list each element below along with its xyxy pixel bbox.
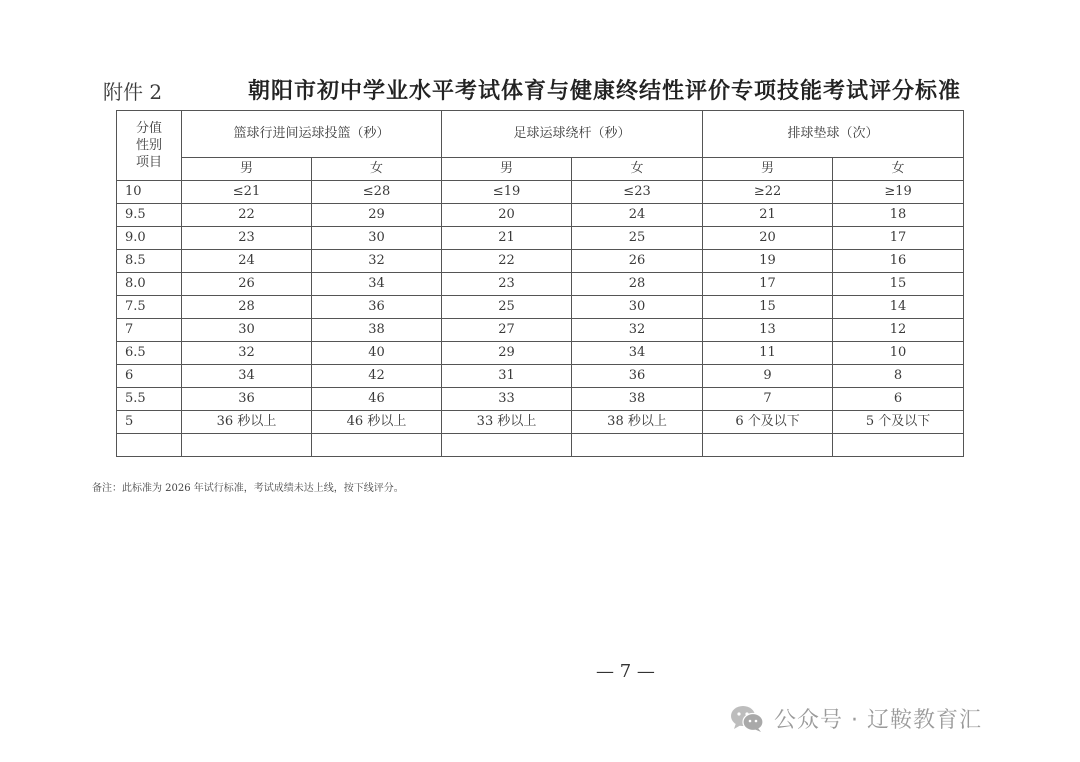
value-cell: 30 [182, 319, 312, 342]
value-cell: 46 秒以上 [312, 411, 442, 434]
value-cell: 26 [572, 250, 703, 273]
gender-header: 男 [442, 158, 572, 181]
value-cell [833, 434, 964, 457]
footnote: 备注：此标准为 2026 年试行标准，考试成绩未达上线，按下线评分。 [92, 483, 404, 494]
value-cell: 28 [572, 273, 703, 296]
value-cell: 23 [442, 273, 572, 296]
value-cell: 10 [833, 342, 964, 365]
gender-header: 女 [833, 158, 964, 181]
event-volleyball-header: 排球垫球（次） [703, 111, 964, 158]
score-cell: 6 [117, 365, 182, 388]
value-cell: 8 [833, 365, 964, 388]
attachment-label: 附件 2 [103, 80, 163, 104]
header-row-gender [117, 158, 964, 181]
value-cell: 38 秒以上 [572, 411, 703, 434]
value-cell: ≤21 [182, 181, 312, 204]
table-row [117, 181, 964, 204]
corner-line-score: 分值 [135, 121, 162, 136]
value-cell: 34 [182, 365, 312, 388]
value-cell [312, 434, 442, 457]
table-row [117, 273, 964, 296]
value-cell: 34 [572, 342, 703, 365]
page-title: 朝阳市初中学业水平考试体育与健康终结性评价专项技能考试评分标准 [248, 79, 962, 104]
value-cell: 11 [703, 342, 833, 365]
header-row-events [117, 111, 964, 158]
score-cell: 9.0 [117, 227, 182, 250]
value-cell: 36 [182, 388, 312, 411]
value-cell: 24 [182, 250, 312, 273]
value-cell: 7 [703, 388, 833, 411]
page-number: — 7 — [596, 661, 655, 682]
gender-header: 女 [572, 158, 703, 181]
value-cell: 32 [182, 342, 312, 365]
value-cell: 20 [442, 204, 572, 227]
value-cell: 5 个及以下 [833, 411, 964, 434]
score-cell: 7.5 [117, 296, 182, 319]
event-football-header: 足球运球绕杆（秒） [442, 111, 703, 158]
value-cell: ≤28 [312, 181, 442, 204]
score-cell: 5.5 [117, 388, 182, 411]
value-cell: 40 [312, 342, 442, 365]
value-cell: 25 [442, 296, 572, 319]
watermark [730, 703, 982, 734]
value-cell: 9 [703, 365, 833, 388]
value-cell: 33 [442, 388, 572, 411]
value-cell: 6 [833, 388, 964, 411]
scoring-table [116, 110, 964, 457]
gender-header: 女 [312, 158, 442, 181]
value-cell: ≥19 [833, 181, 964, 204]
value-cell: 29 [312, 204, 442, 227]
value-cell: 36 [572, 365, 703, 388]
table-row [117, 434, 964, 457]
corner-line-item: 项目 [135, 155, 162, 170]
event-basketball-header: 篮球行进间运球投篮（秒） [182, 111, 442, 158]
table-row [117, 227, 964, 250]
value-cell [703, 434, 833, 457]
wechat-icon [730, 705, 764, 733]
value-cell [182, 434, 312, 457]
table-row [117, 388, 964, 411]
value-cell [442, 434, 572, 457]
value-cell: 17 [833, 227, 964, 250]
value-cell: 30 [312, 227, 442, 250]
value-cell: 31 [442, 365, 572, 388]
corner-line-gender: 性别 [135, 138, 162, 153]
value-cell: 33 秒以上 [442, 411, 572, 434]
gender-header: 男 [703, 158, 833, 181]
gender-header: 男 [182, 158, 312, 181]
value-cell: 21 [703, 204, 833, 227]
value-cell: 38 [572, 388, 703, 411]
value-cell: 27 [442, 319, 572, 342]
value-cell: 36 [312, 296, 442, 319]
score-cell: 10 [117, 181, 182, 204]
value-cell: 13 [703, 319, 833, 342]
value-cell: 42 [312, 365, 442, 388]
value-cell: 15 [833, 273, 964, 296]
value-cell: 20 [703, 227, 833, 250]
value-cell: ≤19 [442, 181, 572, 204]
score-cell: 8.5 [117, 250, 182, 273]
value-cell: 12 [833, 319, 964, 342]
table-row [117, 250, 964, 273]
table-row [117, 296, 964, 319]
value-cell: 6 个及以下 [703, 411, 833, 434]
table-row [117, 411, 964, 434]
value-cell: 18 [833, 204, 964, 227]
value-cell: 46 [312, 388, 442, 411]
value-cell: 23 [182, 227, 312, 250]
value-cell: 15 [703, 296, 833, 319]
value-cell: ≤23 [572, 181, 703, 204]
value-cell: 30 [572, 296, 703, 319]
score-cell: 9.5 [117, 204, 182, 227]
table-row [117, 319, 964, 342]
value-cell: 22 [442, 250, 572, 273]
table-row [117, 204, 964, 227]
value-cell: 24 [572, 204, 703, 227]
value-cell: 25 [572, 227, 703, 250]
score-cell: 8.0 [117, 273, 182, 296]
value-cell: 14 [833, 296, 964, 319]
score-cell: 7 [117, 319, 182, 342]
table-row [117, 365, 964, 388]
value-cell: 36 秒以上 [182, 411, 312, 434]
value-cell: 32 [312, 250, 442, 273]
value-cell: ≥22 [703, 181, 833, 204]
value-cell: 22 [182, 204, 312, 227]
score-cell: 6.5 [117, 342, 182, 365]
corner-header [117, 111, 182, 181]
score-cell [117, 434, 182, 457]
value-cell: 29 [442, 342, 572, 365]
value-cell: 32 [572, 319, 703, 342]
table-row [117, 342, 964, 365]
value-cell: 38 [312, 319, 442, 342]
value-cell: 19 [703, 250, 833, 273]
value-cell [572, 434, 703, 457]
value-cell: 26 [182, 273, 312, 296]
value-cell: 21 [442, 227, 572, 250]
value-cell: 17 [703, 273, 833, 296]
value-cell: 34 [312, 273, 442, 296]
watermark-text: 公众号 · 辽鞍教育汇 [774, 708, 982, 733]
score-cell: 5 [117, 411, 182, 434]
value-cell: 16 [833, 250, 964, 273]
value-cell: 28 [182, 296, 312, 319]
